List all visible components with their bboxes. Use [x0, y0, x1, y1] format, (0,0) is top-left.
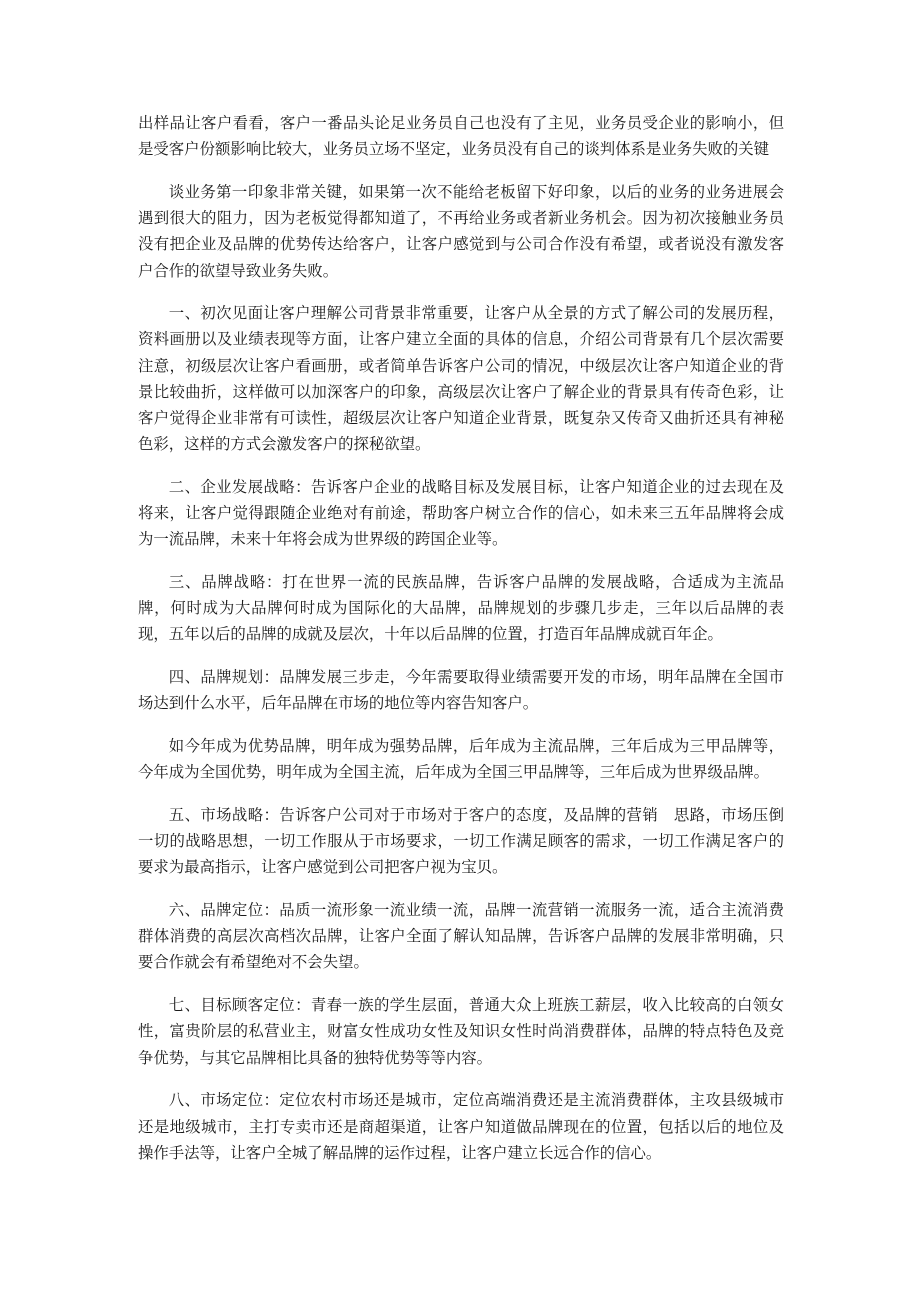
paragraph-development-strategy: 二、企业发展战略：告诉客户企业的战略目标及发展目标，让客户知道企业的过去现在及将来，让客户觉得跟随企业绝对有前途，帮助客户树立合作的信心，如未来三五年品牌将会成为一流品牌，未来十年将会成为世界级的跨国企业等。 [138, 477, 784, 549]
paragraph-market-strategy: 五、市场战略：告诉客户公司对于市场对于客户的态度，及品牌的营销 思路，市场压倒一切的战略思想，一切工作服从于市场要求，一切工作满足顾客的需求，一切工作满足客户的要求为最高指示，让客户感觉到公司把客户视为宝贝。 [138, 805, 784, 877]
paragraph-brand-strategy: 三、品牌战略：打在世界一流的民族品牌，告诉客户品牌的发展战略，合适成为主流品牌，何时成为大品牌何时成为国际化的大品牌，品牌规划的步骤几步走，三年以后品牌的表现，五年以后的品牌的成就及层次，十年以后品牌的位置，打造百年品牌成就百年企。 [138, 573, 784, 644]
paragraph-company-background: 一、初次见面让客户理解公司背景非常重要，让客户从全景的方式了解公司的发展历程，资料画册以及业绩表现等方面，让客户建立全面的具体的信息，介绍公司背景有几个层次需要注意，初级层次让客户看画册，或者简单告诉客户公司的情况，中级层次让客户知道企业的背景比较曲折，这样做可以加深客户的印象，高级层次让客户了解企业的背景具有传奇色彩，让客户觉得企业非常有可读性，超级层次让客户知道企业背景，既复杂又传奇又曲折还具有神秘色彩，这样的方式会激发客户的探秘欲望。 [138, 304, 784, 454]
document-body [138, 110, 784, 1182]
paragraph-first-impression: 谈业务第一印象非常关键，如果第一次不能给老板留下好印象，以后的业务的业务进展会遇到很大的阻力，因为老板觉得都知道了，不再给业务或者新业务机会。因为初次接触业务员没有把企业及品牌的优势传达给客户，让客户感觉到与公司合作没有希望，或者说没有激发客户合作的欲望导致业务失败。 [138, 182, 784, 280]
paragraph-brand-goals: 如今年成为优势品牌，明年成为强势品牌，后年成为主流品牌，三年后成为三甲品牌等，今年成为全国优势，明年成为全国主流，后年成为全国三甲品牌等，三年后成为世界级品牌。 [138, 737, 784, 782]
paragraph-intro: 出样品让客户看看，客户一番品头论足业务员自己也没有了主见，业务员受企业的影响小，但是受客户份额影响比较大，业务员立场不坚定，业务员没有自己的谈判体系是业务失败的关键 [138, 114, 784, 159]
paragraph-target-customer: 七、目标顾客定位：青春一族的学生层面，普通大众上班族工薪层，收入比较高的白领女性，富贵阶层的私营业主，财富女性成功女性及知识女性时尚消费群体，品牌的特点特色及竞争优势，与其它品牌相比具备的独特优势等等内容。 [138, 996, 784, 1067]
paragraph-brand-planning: 四、品牌规划：品牌发展三步走，今年需要取得业绩需要开发的市场，明年品牌在全国市场达到什么水平，后年品牌在市场的地位等内容告知客户。 [138, 668, 784, 713]
paragraph-brand-positioning: 六、品牌定位：品质一流形象一流业绩一流，品牌一流营销一流服务一流，适合主流消费群体消费的高层次高档次品牌，让客户全面了解认知品牌，告诉客户品牌的发展非常明确，只要合作就会有希望绝对不会失望。 [138, 901, 784, 972]
paragraph-market-positioning: 八、市场定位：定位农村市场还是城市，定位高端消费还是主流消费群体，主攻县级城市还是地级城市，主打专卖市还是商超渠道，让客户知道做品牌现在的位置，包括以后的地位及操作手法等，让客户全城了解品牌的运作过程，让客户建立长远合作的信心。 [138, 1091, 784, 1162]
